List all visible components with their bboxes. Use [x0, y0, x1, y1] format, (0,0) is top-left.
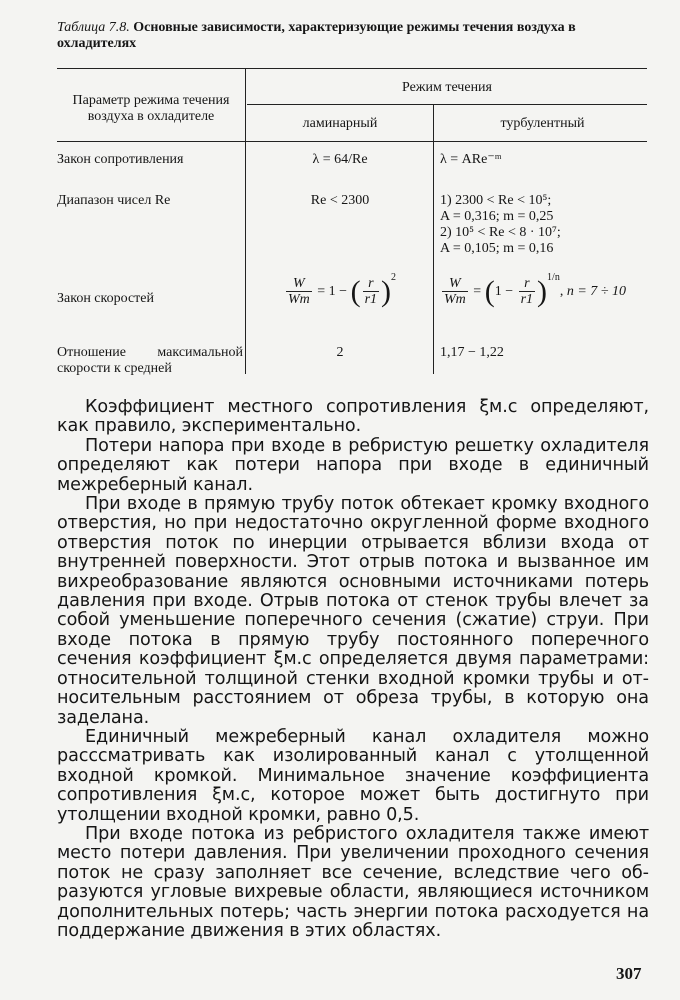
frac-den: Wm [444, 292, 466, 307]
re-range-line: A = 0,105; m = 0,16 [440, 241, 554, 256]
laminar-header: ламинарный [302, 116, 378, 131]
column-divider-1 [245, 68, 246, 374]
one-minus: 1 − [494, 283, 514, 299]
exponent: 2 [391, 272, 397, 283]
column-divider-2 [433, 104, 434, 374]
mode-header: Режим течения [401, 80, 492, 95]
fraction [442, 276, 468, 307]
table-caption [57, 20, 647, 52]
re-range-line: A = 0,316; m = 0,25 [440, 209, 554, 224]
equals: = [473, 283, 482, 299]
row-label-re-range: Диапазон чисел Re [57, 193, 171, 208]
laminar-velocity-formula: $\frac{W}{Wm}$ = 1 − ( $\frac{r}{r1}$ )$^2$ [287, 272, 397, 308]
re-range-line: 1) 2300 < Re < 10⁵; [440, 193, 552, 208]
laminar-resistance: λ = 64/Re [312, 152, 368, 167]
frac-num: W [286, 276, 312, 292]
frac-den: Wm [287, 292, 310, 307]
table-top-rule [57, 68, 647, 69]
row-label-max-ratio: Отношение максимальной скорости к средней [57, 345, 243, 376]
row-label-velocity: Закон скоростей [57, 291, 155, 306]
turbulent-header: турбулентный [500, 116, 585, 131]
table-label: Таблица 7.8. [57, 20, 130, 35]
header-mid-rule [247, 104, 647, 105]
frac-den: r1 [364, 292, 378, 307]
turbulent-resistance: λ = ARe⁻ᵐ [440, 152, 502, 167]
turbulent-max-ratio: 1,17 − 1,22 [440, 345, 504, 360]
header-bottom-rule [57, 141, 647, 142]
page-number: 307 [616, 964, 642, 983]
row-label-resistance: Закон сопротивления [57, 152, 184, 167]
laminar-re-range: Re < 2300 [310, 193, 370, 208]
fraction [363, 276, 379, 307]
paragraph: Коэффициент местного сопротивления ξм.с определяют, как правило, экспериментально. [57, 397, 649, 437]
re-range-line: 2) 10⁵ < Re < 8 · 10⁷; [440, 225, 561, 240]
fraction [286, 276, 312, 307]
frac-num: r [363, 276, 379, 292]
turbulent-velocity-formula: $\frac{W}{Wm}$ = (1 − $\frac{r}{r1}$ )$^{1/n}$, n = 7 ÷ 10 [444, 272, 626, 308]
paragraph: Единичный межреберный канал охладителя можно расссматривать как изолированный канал с утолщенной входной кромкой. Минимальное значение коэффициента сопротивления ξм.с, которое может быть достигнуто при утолщении входной кромки, равно 0,5. [57, 726, 649, 825]
paragraph: При входе в прямую трубу поток обтекает кромку входного отверстия, но при недостаточно округленной форме входного отверстия поток по инерции отрывается вблизи входа от внутренней поверхности. Этот отрыв потока и вызванное им вихреобразование являются основными источниками потерь давления при входе. Отрыв потока от стенок трубы влечет за собой уменьшение поперечного сечения (сжатие) струи. При входе потока в прямую трубу постоянного поперечного сечения коэффициент ξм.с определяется двумя параметрами: относительной толщиной стенки входной кромки трубы и относительным расстоянием от обреза трубы, в которую она заделана. [57, 494, 649, 728]
fraction [519, 276, 535, 307]
table-title: Основные зависимости, характеризующие режимы течения воздуха в охладителях [57, 20, 576, 51]
frac-den: r1 [520, 292, 534, 307]
laminar-max-ratio: 2 [336, 345, 344, 360]
frac-num: r [519, 276, 535, 292]
body-text [57, 398, 649, 941]
data-table [57, 68, 647, 374]
paragraph: При входе потока из ребристого охладителя также имеют место потери давления. При увеличении проходного сечения поток не сразу заполняет все сечение, вследствие чего образуются угловые вихревые области, являющиеся источником дополнительных потерь; часть энергии потока расходуется на поддержание движения в этих областях. [57, 823, 649, 941]
exponent: 1/n [547, 272, 560, 283]
frac-num: W [442, 276, 468, 292]
param-header: Параметр режима течения воздуха в охладителе [72, 93, 230, 124]
turbulent-re-range [440, 193, 645, 257]
equals: = 1 − [317, 283, 348, 299]
n-range: n = 7 ÷ 10 [566, 283, 626, 299]
paragraph: Потери напора при входе в ребристую решетку охладителя определяют как потери напора при входе в единичный межреберный канал. [57, 435, 649, 495]
